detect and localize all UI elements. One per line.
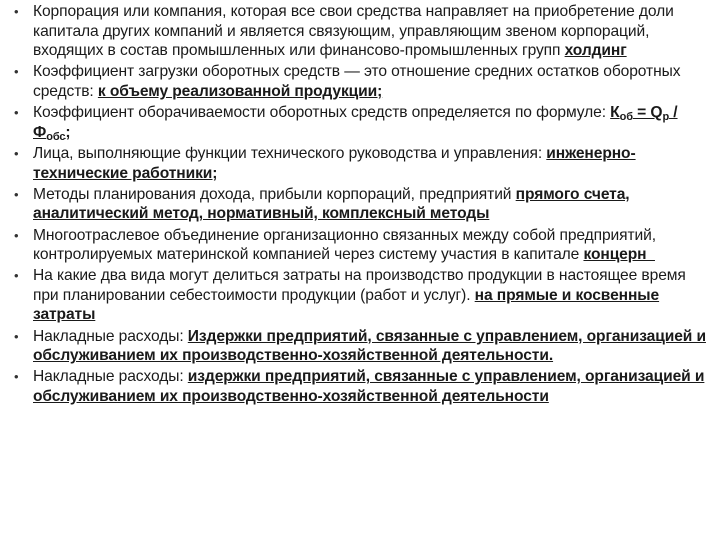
formula-f-sub: обс [46, 130, 66, 143]
question-text: Корпорация или компания, которая все свои средства направляет на приобретение доли капитала других компаний и является связующим, управляющим звеном корпораций, входящих в состав промышленных или финансово-промышленных групп [33, 3, 674, 60]
bullet-icon: • [14, 227, 19, 243]
formula-slash: / Ф [33, 104, 678, 141]
bullet-icon: • [14, 268, 19, 284]
formula-q-sub: р [662, 111, 670, 124]
bullet-list [14, 2, 714, 408]
bullet-icon: • [14, 369, 19, 385]
list-item [14, 103, 714, 142]
bullet-icon: • [14, 4, 19, 19]
answer-text: холдинг [564, 42, 627, 60]
answer-text: прямого счета, аналитический метод, нормативный, комплексный методы [33, 185, 630, 223]
formula-end: ; [65, 123, 71, 141]
answer-text: концерн [583, 246, 655, 264]
formula-k-sub: об [619, 111, 633, 124]
bullet-icon: • [14, 328, 19, 344]
question-text: Лица, выполняющие функции технического руководства и управления: [33, 144, 547, 162]
question-text: Многоотраслевое объединение организационно связанных между собой предприятий, контролируемых материнской компанией через систему участия в капитале [33, 226, 657, 264]
list-item [14, 62, 714, 101]
bullet-icon: • [14, 105, 19, 121]
list-item [14, 2, 714, 61]
list-item [14, 144, 714, 183]
question-text: Коэффициент загрузки оборотных средств — это отношение средних остатков оборотных средств: [33, 63, 681, 100]
list-item [14, 327, 714, 366]
answer-text: инженерно-технические работники; [33, 144, 636, 182]
bullet-icon: • [14, 186, 19, 202]
bullet-icon: • [14, 145, 19, 161]
list-item [14, 185, 714, 224]
answer-text: издержки предприятий, связанные с управлением, организацией и обслуживанием их производственно-хозяйственной деятельности [33, 368, 705, 406]
question-text: Накладные расходы: [33, 327, 188, 345]
bullet-icon: • [14, 64, 19, 80]
question-text: Накладные расходы: [33, 368, 188, 386]
formula-eq: = Q [632, 104, 663, 122]
formula-k: К [610, 104, 620, 122]
question-text: Коэффициент оборачиваемости оборотных средств определяется по формуле: [33, 104, 611, 122]
list-item [14, 367, 714, 406]
answer-text: к объему реализованной продукции; [97, 82, 383, 100]
question-text: Методы планирования дохода, прибыли корпораций, предприятий [33, 185, 516, 203]
list-item [14, 226, 714, 265]
list-item [14, 266, 714, 325]
answer-text: Издержки предприятий, связанные с управлением, организацией и обслуживанием их производственно-хозяйственной деятельности. [33, 327, 706, 365]
answer-text: на прямые и косвенные затраты [33, 286, 660, 324]
question-text: На какие два вида могут делиться затраты на производство продукции в настоящее время при планировании себестоимости продукции (работ и услуг). [33, 267, 686, 304]
